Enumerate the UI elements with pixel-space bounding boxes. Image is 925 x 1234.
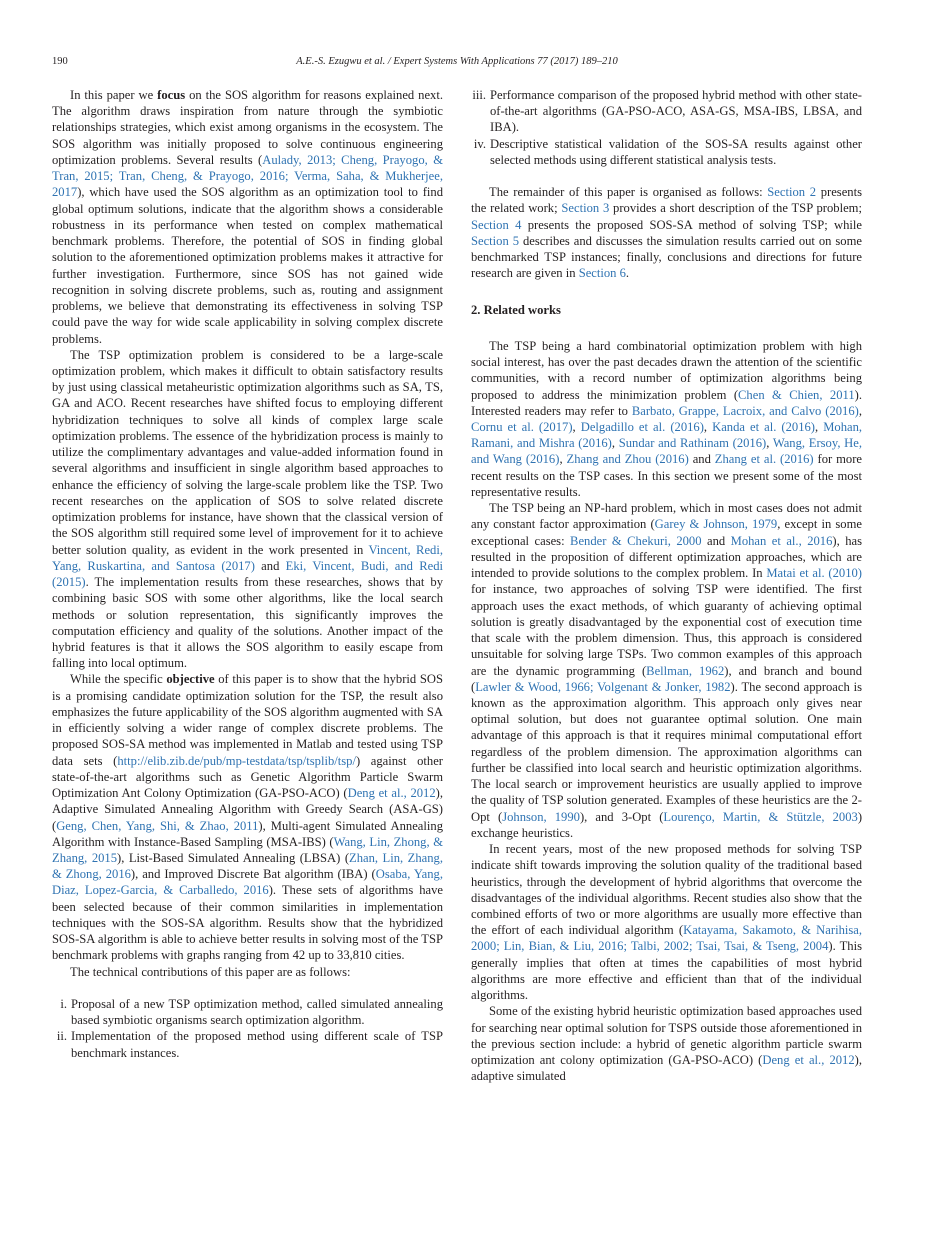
citation-link[interactable]: Eki, Vincent, Budi, and Redi (2015) bbox=[52, 558, 444, 590]
paragraph-hybridization: The TSP optimization problem is considered to be a large-scale optimization problem, which makes it difficult to obtain satisfactory results by just using classical metaheuristic optimization algorithms such as SA, TS, GA and ACO. Recent researches have shifted focus to employing different hybridization techniques to solve all kinds of complex large scale optimization problems. The essence of the hybridization process is mainly to utilize the complimentary advantages and value-added information found in several algorithms and insufficient in single algorithm based approaches to enhance the efficiency of solving the large-scale problem like the TSP. Two recent researches on the application of SOS to solve related discrete optimization problems for instance, have shown that the classical version of the SOS algorithm still required some level of improvement for it to achieve better solution quality, as evident in the work presented in Vincent, Redi, Yang, Ruskartina, and Santosa (2017) and Eki, Vincent, Budi, and Redi (2015). The implementation results from these researches, shows that by combining basic SOS with some other algorithms, like the local search methods or solution representation, this significantly improves the computation efficiency and quality of the solutions. Another impact of the hybrid features is that it allows the SOS algorithm to easily escape from falling into local optimum. bbox=[52, 347, 444, 671]
citation-link[interactable]: Deng et al., 2012 bbox=[762, 1053, 855, 1068]
citation-link[interactable]: Bender & Chekuri, 2000 bbox=[570, 533, 702, 548]
list-item bbox=[471, 136, 862, 168]
citation-link[interactable]: Lourenço, Martin, & Stützle, 2003 bbox=[663, 809, 858, 824]
citation-link[interactable]: Chen & Chien, 2011 bbox=[738, 387, 855, 402]
citation-link[interactable]: Barbato, Grappe, Lacroix, and Calvo (2016) bbox=[631, 403, 859, 418]
paragraph-related-2: The TSP being an NP-hard problem, which in most cases does not admit any constant factor approximation (Garey & Johnson, 1979, except in some exceptional cases: Bender & Chekuri, 2000 and Mohan et al., 2016), has resulted in the proposition of different optimization approaches, which are intended to provide solutions to the complex problem. In Matai et al. (2010) for instance, two approaches of solving TSP were identified. The first approach uses the exact methods, of which guaranty of achieving optimal solution is greatly disadvantaged by the exponential cost of execution time that scale with the problem dimension. Thus, this approach is considered unsuitable for solving large TSPs. Two common examples of this approach are the dynamic programming (Bellman, 1962), and branch and bound (Lawler & Wood, 1966; Volgenant & Jonker, 1982). The second approach is known as the approximation algorithm. This approach only gives near optimal solution, but does not guarantee optimal solution. One main advantage of this approach is that it requires minimal computational effort regardless of the problem dimension. The approximation algorithms can further be classified into local search and heuristic optimization algorithms. The local search or improvement heuristics are usually applied to improve the quality of TSP solution generated. Examples of these heuristics are the 2-Opt (Johnson, 1990), and 3-Opt (Lourenço, Martin, & Stützle, 2003) exchange heuristics. bbox=[471, 501, 863, 840]
list-text: Descriptive statistical validation of the SOS-SA results against other selected methods using different statistical analysis tests. bbox=[490, 136, 862, 167]
paragraph-focus: In this paper we focus on the SOS algorithm for reasons explained next. The algorithm draws inspiration from nature through the symbiotic relationships strategies, which exist among organisms in the ecosystem. The SOS algorithm was initially proposed to solve continuous engineering optimization problems. Several results (Aulady, 2013; Cheng, Prayogo, & Tran, 2015; Tran, Cheng, & Prayogo, 2016; Verma, Saha, & Mukherjee, 2017), which have used the SOS algorithm as an optimization tool to find global optimum solutions, indicate that the algorithm shows a considerable robustness in its performance when tested on complex mathematical benchmark problems. Therefore, the potential of SOS in finding global solution to the aforementioned optimization problems makes it attractive for further investigation. Furthermore, since SOS has not gained wide recognition in solving discrete problems, such as, routing and assignment problems, we believe that demonstrating its effectiveness in solving TSP could pave the way for wide scale applicability in solving complex discrete problems. bbox=[52, 88, 443, 346]
section-link[interactable]: Section 5 bbox=[471, 233, 520, 248]
list-item bbox=[471, 87, 862, 136]
page-header bbox=[52, 56, 862, 70]
right-column bbox=[471, 87, 862, 1085]
citation-link[interactable]: Wang, Lin, Zhong, & Zhang, 2015 bbox=[52, 834, 443, 866]
citation-link[interactable]: Zhang et al. (2016) bbox=[714, 452, 814, 467]
citation-link[interactable]: Zhan, Lin, Zhang, & Zhong, 2016 bbox=[52, 851, 443, 882]
section-link[interactable]: Section 2 bbox=[767, 185, 817, 200]
list-label: iv. bbox=[473, 136, 486, 151]
citation-link[interactable]: Sundar and Rathinam (2016) bbox=[618, 436, 767, 451]
paragraph-objective: While the specific objective of this paper is to show that the hybrid SOS is a promising candidate optimization solution for the TSP, the result also emphasizes the future applicability of the SOS algorithm augmented with SA in efficiently solving a wider range of complex discrete problems. The proposed SOS-SA method was implemented in Matlab and tested using TSP data sets (http://elib.zib.de/pub/mp-testdata/tsp/tsplib/tsp/) against other state-of-the-art algorithms such as Genetic Algorithm Particle Swarm Optimization Ant Colony Optimization (GA-PSO-ACO) (Deng et al., 2012), Adaptive Simulated Annealing Algorithm with Greedy Search (ASA-GS) (Geng, Chen, Yang, Shi, & Zhao, 2011), Multi-agent Simulated Annealing Algorithm with Instance-Based Sampling (MSA-IBS) (Wang, Lin, Zhong, & Zhang, 2015), List-Based Simulated Annealing (LBSA) (Zhan, Lin, Zhang, & Zhong, 2016), and Improved Discrete Bat algorithm (IBA) (Osaba, Yang, Diaz, Lopez-Garcia, & Carballedo, 2016). These sets of algorithms have been selected because of their common similarities in implementation techniques with the SOS-SA algorithm. Results show that the hybridized SOS-SA algorithm is able to achieve better results in solving most of the TSP benchmark problems with graphs ranging from 42 up to 33,810 cities. bbox=[52, 672, 444, 963]
citation-link[interactable]: Vincent, Redi, Yang, Ruskartina, and Santosa (2017) bbox=[52, 542, 443, 573]
citation-link[interactable]: Kanda et al. (2016) bbox=[712, 419, 815, 434]
list-label: i. bbox=[60, 996, 67, 1011]
list-text: Implementation of the proposed method using different scale of TSP benchmark instances. bbox=[71, 1029, 443, 1060]
citation-link[interactable]: Geng, Chen, Yang, Shi, & Zhao, 2011 bbox=[56, 818, 259, 833]
paragraph-related-4: Some of the existing hybrid heuristic optimization based approaches used for searching near optimal solution for TSPS outside those aforementioned in the previous section include: a hybrid of genetic algorithm particle swarm optimization ant colony optimization (GA-PSO-ACO) (Deng et al., 2012), adaptive simulated bbox=[471, 1004, 862, 1084]
section-link[interactable]: Section 6 bbox=[578, 266, 626, 281]
citation-link[interactable]: Wang, Ersoy, He, and Wang (2016) bbox=[471, 436, 862, 467]
citation-link[interactable]: Bellman, 1962 bbox=[646, 663, 725, 678]
paragraph-organisation: The remainder of this paper is organised as follows: Section 2 presents the related work; Section 3 provides a short description of the TSP problem; Section 4 presents the proposed SOS-SA method of solving TSP; while Section 5 describes and discusses the simulation results carried out on some benchmarked TSP instances; finally, conclusions and directions for future research are given in Section 6. bbox=[471, 185, 862, 281]
url-link[interactable]: http://elib.zib.de/pub/mp-testdata/tsp/tsplib/tsp/ bbox=[117, 753, 356, 768]
section-link[interactable]: Section 3 bbox=[561, 201, 610, 216]
citation-link[interactable]: Aulady, 2013; Cheng, Prayogo, & Tran, 2015; Tran, Cheng, & Prayogo, 2016; Verma, Saha, & Mukherjee, 2017 bbox=[52, 152, 443, 200]
citation-link[interactable]: Lawler & Wood, 1966; Volgenant & Jonker, 1982 bbox=[475, 679, 731, 694]
citation-link[interactable]: Deng et al., 2012 bbox=[347, 786, 436, 801]
citation-link[interactable]: Delgadillo et al. (2016) bbox=[580, 419, 704, 434]
citation-link[interactable]: Mohan, Ramani, and Mishra (2016) bbox=[471, 419, 863, 451]
page-number: 190 bbox=[52, 56, 68, 67]
list-text: Performance comparison of the proposed hybrid method with other state-of-the-art algorithms (GA-PSO-ACO, ASA-GS, MSA-IBS, LBSA, and IBA). bbox=[490, 88, 862, 135]
citation-link[interactable]: Zhang and Zhou (2016) bbox=[566, 452, 689, 467]
running-head: A.E.-S. Ezugwu et al. / Expert Systems With Applications 77 (2017) 189–210 bbox=[296, 56, 618, 67]
list-item bbox=[52, 996, 443, 1028]
list-text: Proposal of a new TSP optimization method, called simulated annealing based symbiotic organisms search optimization algorithm. bbox=[71, 996, 443, 1028]
list-label: ii. bbox=[56, 1029, 67, 1044]
list-label: iii. bbox=[472, 88, 486, 102]
paragraph-related-3: In recent years, most of the new proposed methods for solving TSP indicate shift towards improving the solution quality of the traditional based heuristics, through the development of hybrid algorithms that overcome the disadvantages of the individual algorithms. Recent studies also show that the combined efforts of two or more algorithms are usually more effective than the effort of each individual algorithm (Katayama, Sakamoto, & Narihisa, 2000; Lin, Bian, & Liu, 2016; Talbi, 2002; Tsai, Tsai, & Tseng, 2004). This generally implies that often at times the capabilities of most hybrid algorithms are more effective and efficient than that of the individual algorithms. bbox=[471, 842, 862, 1003]
list-item bbox=[52, 1028, 443, 1060]
citation-link[interactable]: Garey & Johnson, 1979 bbox=[654, 517, 778, 532]
citation-link[interactable]: Cornu et al. (2017) bbox=[471, 419, 573, 434]
paragraph-related-1: The TSP being a hard combinatorial optimization problem with high social interest, has over the past decades drawn the attention of the scientific communities, with a record number of optimization algorithms being proposed to address the minimization problem (Chen & Chien, 2011). Interested readers may refer to Barbato, Grappe, Lacroix, and Calvo (2016), Cornu et al. (2017), Delgadillo et al. (2016), Kanda et al. (2016), Mohan, Ramani, and Mishra (2016), Sundar and Rathinam (2016), Wang, Ersoy, He, and Wang (2016), Zhang and Zhou (2016) and Zhang et al. (2016) for more recent results on the TSP cases. In this section we present some of the most representative results. bbox=[471, 338, 863, 499]
citation-link[interactable]: Mohan et al., 2016 bbox=[730, 533, 833, 548]
citation-link[interactable]: Osaba, Yang, Diaz, Lopez-Garcia, & Carballedo, 2016 bbox=[52, 867, 444, 898]
citation-link[interactable]: Matai et al. (2010) bbox=[766, 566, 862, 581]
citation-link[interactable]: Johnson, 1990 bbox=[502, 809, 580, 824]
section-heading: 2. Related works bbox=[471, 302, 561, 317]
section-link[interactable]: Section 4 bbox=[471, 217, 522, 232]
left-column bbox=[52, 87, 443, 1061]
paragraph-contributions-intro: The technical contributions of this paper are as follows: bbox=[70, 964, 351, 979]
citation-link[interactable]: Katayama, Sakamoto, & Narihisa, 2000; Lin, Bian, & Liu, 2016; Talbi, 2002; Tsai, Tsai, & Tseng, 2004 bbox=[471, 923, 862, 954]
